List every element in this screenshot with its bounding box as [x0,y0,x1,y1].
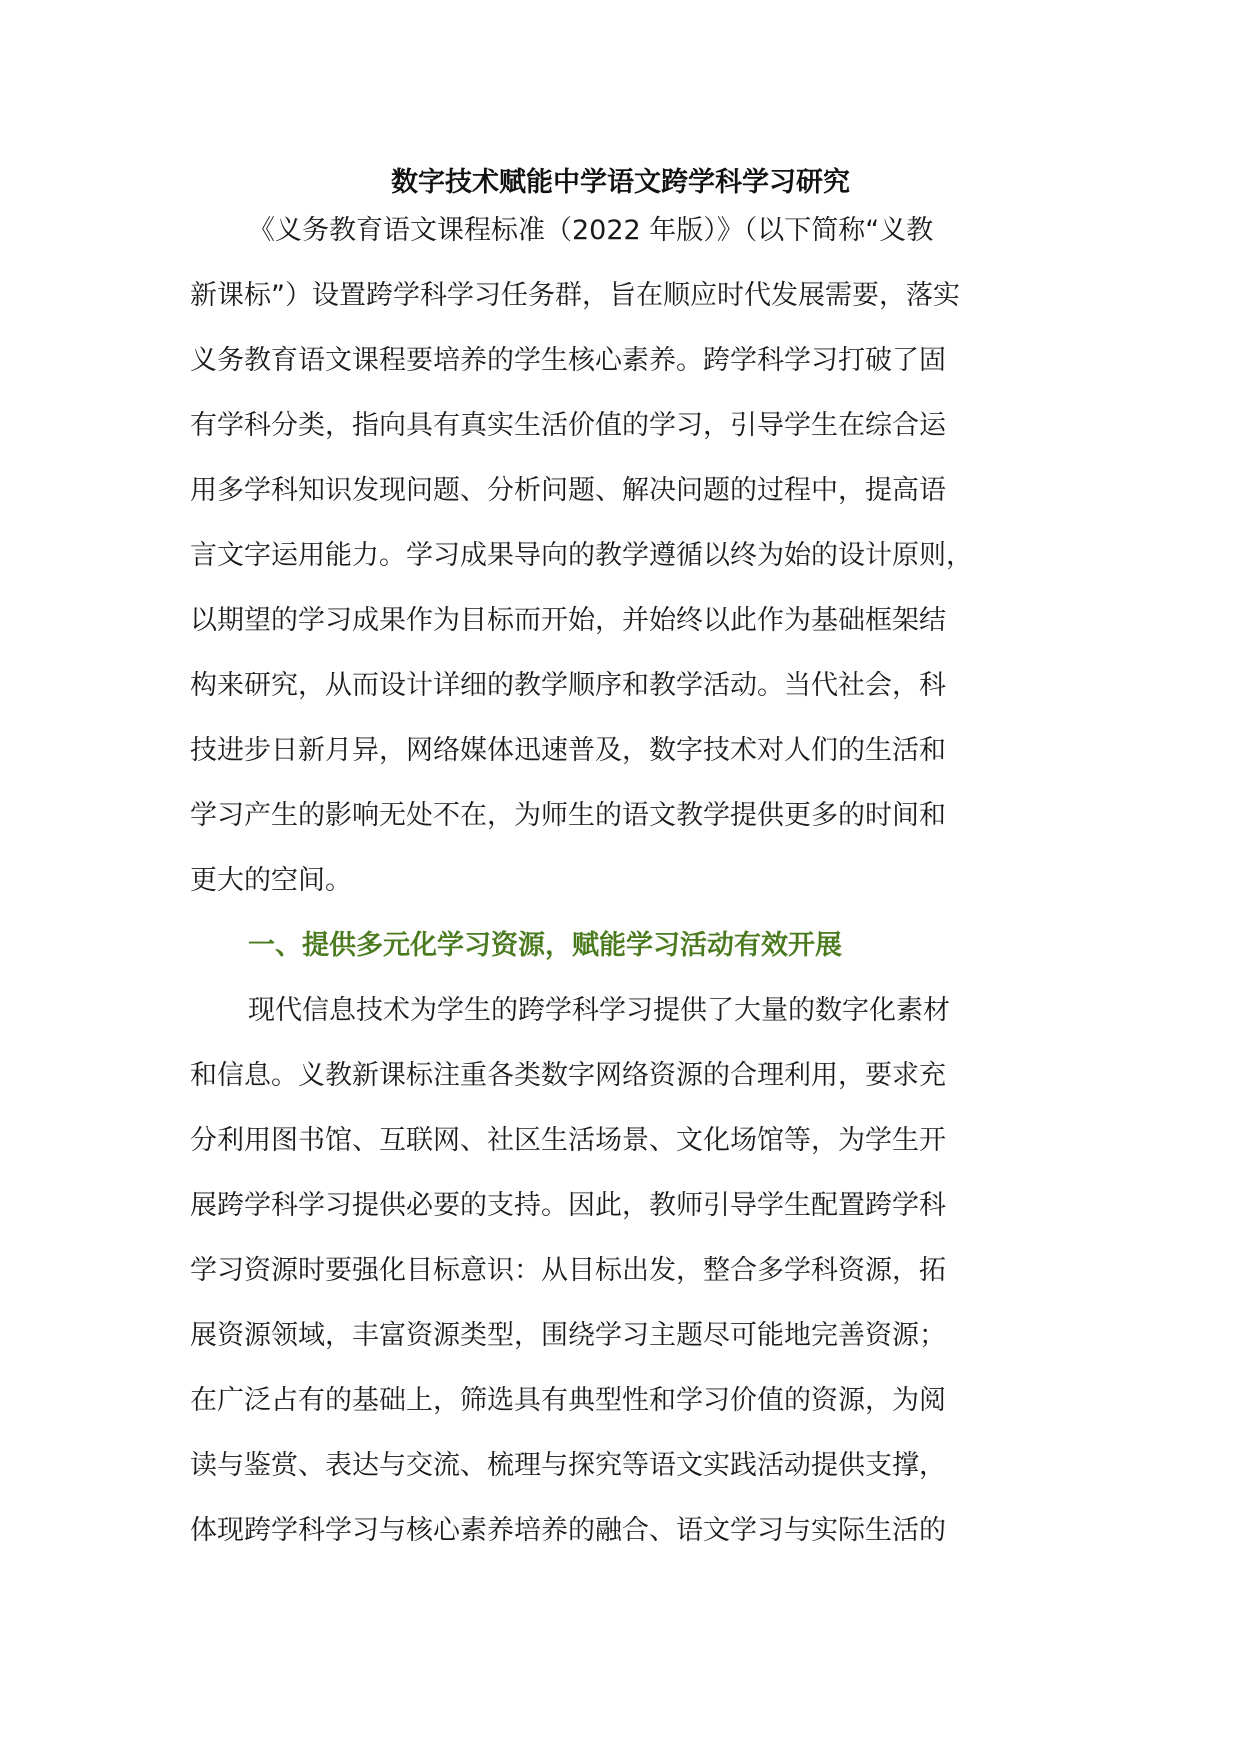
paragraph-line: 和信息。义教新课标注重各类数字网络资源的合理利用，要求充 [190,1060,946,1091]
paragraph-line: 技进步日新月异，网络媒体迅速普及，数字技术对人们的生活和 [190,735,946,766]
paragraph-line: 构来研究，从而设计详细的教学顺序和教学活动。当代社会，科 [190,670,946,701]
paragraph-line: 义务教育语文课程要培养的学生核心素养。跨学科学习打破了固 [190,345,946,376]
paragraph-line: 现代信息技术为学生的跨学科学习提供了大量的数字化素材 [248,995,950,1026]
paragraph-line: 展资源领域，丰富资源类型，围绕学习主题尽可能地完善资源； [190,1320,946,1351]
paragraph-line: 言文字运用能力。学习成果导向的教学遵循以终为始的设计原则， [190,540,973,571]
paragraph-line: 体现跨学科学习与核心素养培养的融合、语文学习与实际生活的 [190,1515,946,1546]
paragraph-line: 《义务教育语文课程标准（2022 年版）》（以下简称“义教 [248,215,934,246]
paragraph-line: 学习资源时要强化目标意识：从目标出发，整合多学科资源，拓 [190,1255,946,1286]
paragraph-line: 分利用图书馆、互联网、社区生活场景、文化场馆等，为学生开 [190,1125,946,1156]
paragraph-line: 在广泛占有的基础上，筛选具有典型性和学习价值的资源，为阅 [190,1385,946,1416]
paragraph-line: 以期望的学习成果作为目标而开始，并始终以此作为基础框架结 [190,605,946,636]
paragraph-line: 读与鉴赏、表达与交流、梳理与探究等语文实践活动提供支撑， [190,1450,946,1481]
paragraph-line: 学习产生的影响无处不在，为师生的语文教学提供更多的时间和 [190,800,946,831]
document-title: 数字技术赋能中学语文跨学科学习研究 [391,167,850,198]
paragraph-line: 展跨学科学习提供必要的支持。因此，教师引导学生配置跨学科 [190,1190,946,1221]
paragraph-line: 更大的空间。 [190,865,352,896]
section-heading: 一、提供多元化学习资源，赋能学习活动有效开展 [248,930,842,961]
paragraph-line: 有学科分类，指向具有真实生活价值的学习，引导学生在综合运 [190,410,946,441]
paragraph-line: 新课标”）设置跨学科学习任务群，旨在顺应时代发展需要，落实 [190,280,960,311]
paragraph-line: 用多学科知识发现问题、分析问题、解决问题的过程中，提高语 [190,475,946,506]
